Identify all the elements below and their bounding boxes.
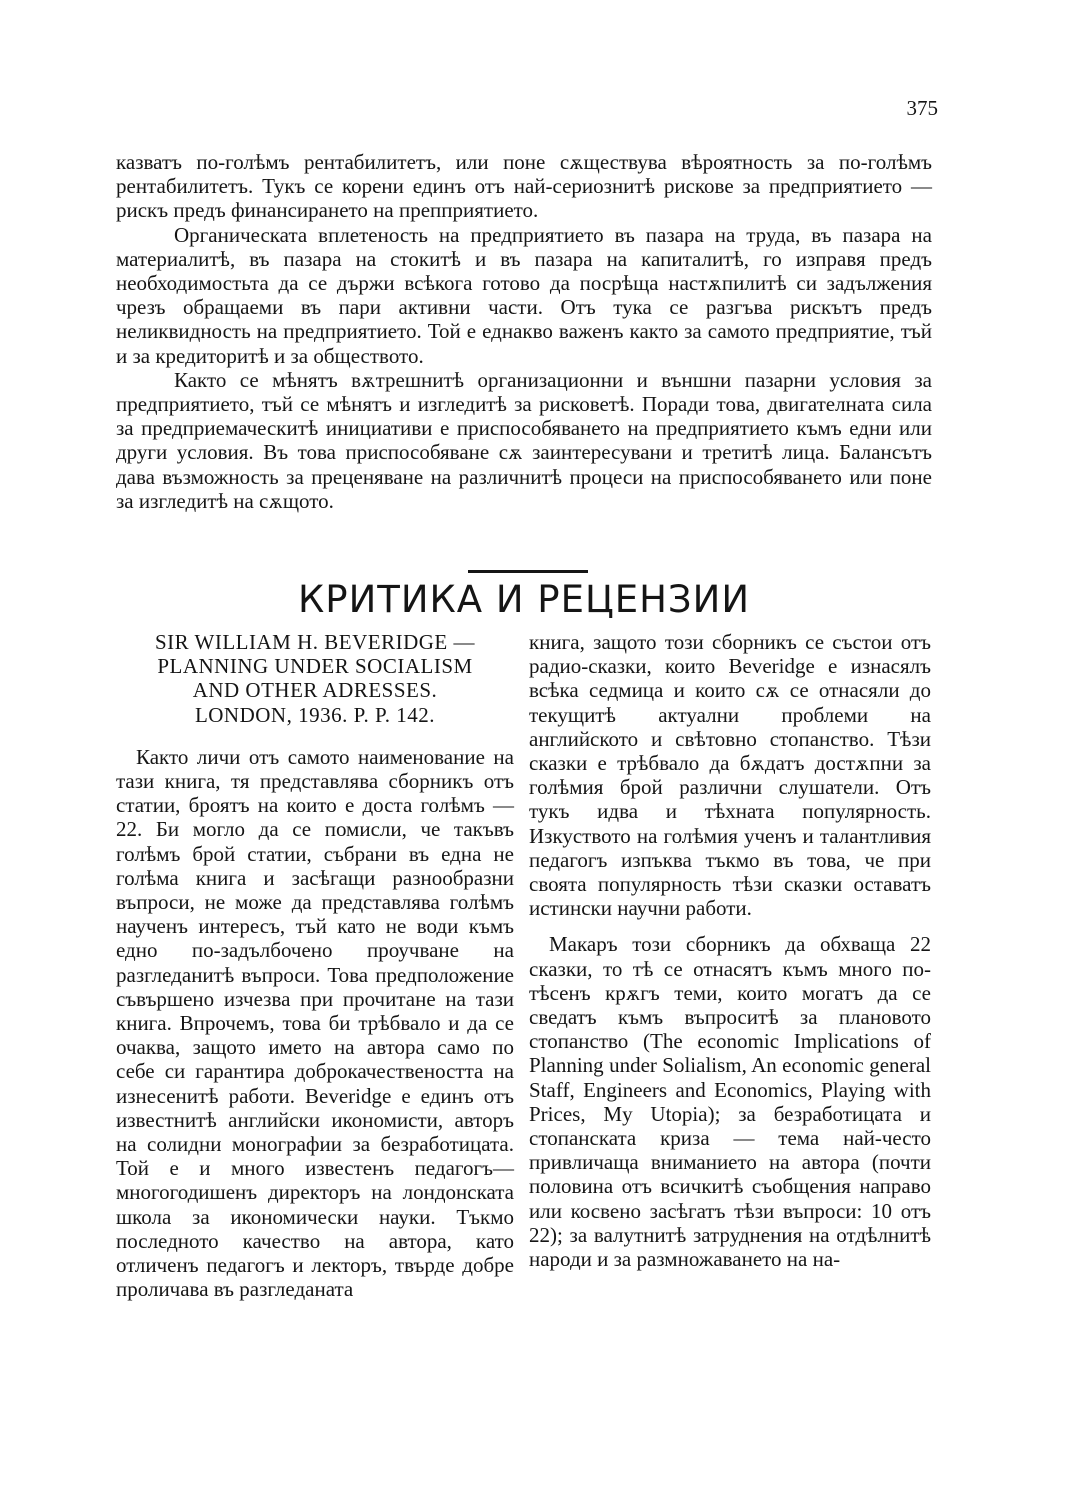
review-heading-line: PLANNING UNDER SOCIALISM bbox=[157, 654, 473, 679]
review-heading-line: SIR WILLIAM H. BEVERIDGE — bbox=[154, 630, 475, 654]
section-title: КРИТИКА И РЕЦЕНЗИИ bbox=[297, 578, 750, 621]
top-text-block bbox=[116, 150, 932, 513]
section-divider bbox=[468, 570, 588, 573]
paragraph-market-integration: Органическата вплетеность на предприятието въ пазара на труда, въ пазара на материалитѣ, въ пазара на стокитѣ и въ пазара на капиталитѣ, го изправя предъ необходимостьта да се държи всѣкога готово да посрѣща настѫпилитѣ си задължения чрезъ обращаеми въ пари активни части. Отъ тука се разгъва рискътъ предъ неликвидность на предприятието. Той е еднакво важенъ както за самото предприятие, тъй и за кредиторитѣ и за обществото. bbox=[116, 222, 932, 368]
review-heading-line: LONDON, 1936. P. P. 142. bbox=[194, 702, 436, 727]
paragraph-continuation: казватъ по-голѣмъ рентабилитетъ, или поне сѫществува вѣроятность за по-голѣмъ рентабилитетъ. Тукъ се корени единъ отъ най-сериознитѣ рискове за предприятието — рискъ предъ финансирането на препприятието. bbox=[116, 150, 932, 223]
review-paragraph: книга, защото този сборникъ се състои отъ радио-сказки, които Beveridge е изнасялъ всѣка седмица и които сѫ се отнасяли до текущитѣ актуални проблеми на английското и свѣтовно стопанство. Тѣзи сказки е трѣбвало да бѫдатъ достѫпни за голѣмия брой различни слушатели. Отъ тукъ идва и тѣхната популярность. Изкуството на голѣмия ученъ и талантливия педагогъ изпъква тъкмо въ това, че при своята популярность тѣзи сказки оставатъ истински научни работи. bbox=[529, 630, 931, 921]
review-paragraph: Макаръ този сборникъ да обхваща 22 сказки, то тѣ се отнасятъ къмъ много по-тѣсенъ крѫгъ теми, които могатъ да се сведатъ къмъ въпроситѣ за плановото стопанство (The economic Implications of Planning under Solialism, An economic general Staff, Engineers and Economics, Playing with Prices, My Utopia); за безработицата и стопанската криза — тема най-често привличаща вниманието на автора (почти половина отъ всичкитѣ съобщения направо или косвено засѣгатъ тѣзи въпроси: 10 отъ 22); за валутнитѣ затруднения на отдѣлнитѣ народи и за размножаването на на- bbox=[529, 932, 931, 1272]
review-heading bbox=[116, 630, 514, 727]
review-heading-line: AND OTHER ADRESSES. bbox=[192, 678, 438, 703]
review-right-column bbox=[529, 630, 931, 1271]
review-paragraph: Както личи отъ самото наименование на тази книга, тя представлява сборникъ отъ статии, броятъ на които е доста голѣмъ — 22. Би могло да се помисли, че такъвъ голѣмъ брой статии, събрани въ една не голѣма книга и засѣгащи разнообразни въпроси, не може да представлява голѣмъ наученъ интересъ, тъй като не води къмъ едно по-задълбочено проучване на разгледанитѣ въпроси. Това предположение съвършено изчезва при прочитане на тази книга. Впрочемъ, това би трѣбвало и да се очаква, защото името на автора само по себе си гарантира доброкачествеността на изнесенитѣ работи. Beveridge е единъ отъ известнитѣ английски икономисти, авторъ на солидни монографии за безработицата. Той е и много известенъ педагогъ—многогодишенъ директоръ на лондонската школа за икономически науки. Тъкмо последното качество на автора, като отличенъ педагогъ и лекторъ, твърде добре проличава въ разгледаната bbox=[116, 744, 514, 1302]
paragraph-adaptation: Както се мѣнятъ вѫтрешнитѣ организационни и външни пазарни условия за предприятието, тъй се мѣнятъ и изгледитѣ за рисковетѣ. Поради това, двигателната сила за предприемаческитѣ инициативи е приспособяването на предприятието къмъ едни или други условия. Въ това приспособяване сѫ заинтересувани и третитѣ лица. Балансътъ дава възможность за преценяване на различнитѣ процеси на приспособяването или поне за изгледитѣ на сѫщото. bbox=[116, 367, 932, 513]
page-number: 375 bbox=[906, 96, 938, 120]
review-left-column bbox=[116, 630, 514, 1301]
